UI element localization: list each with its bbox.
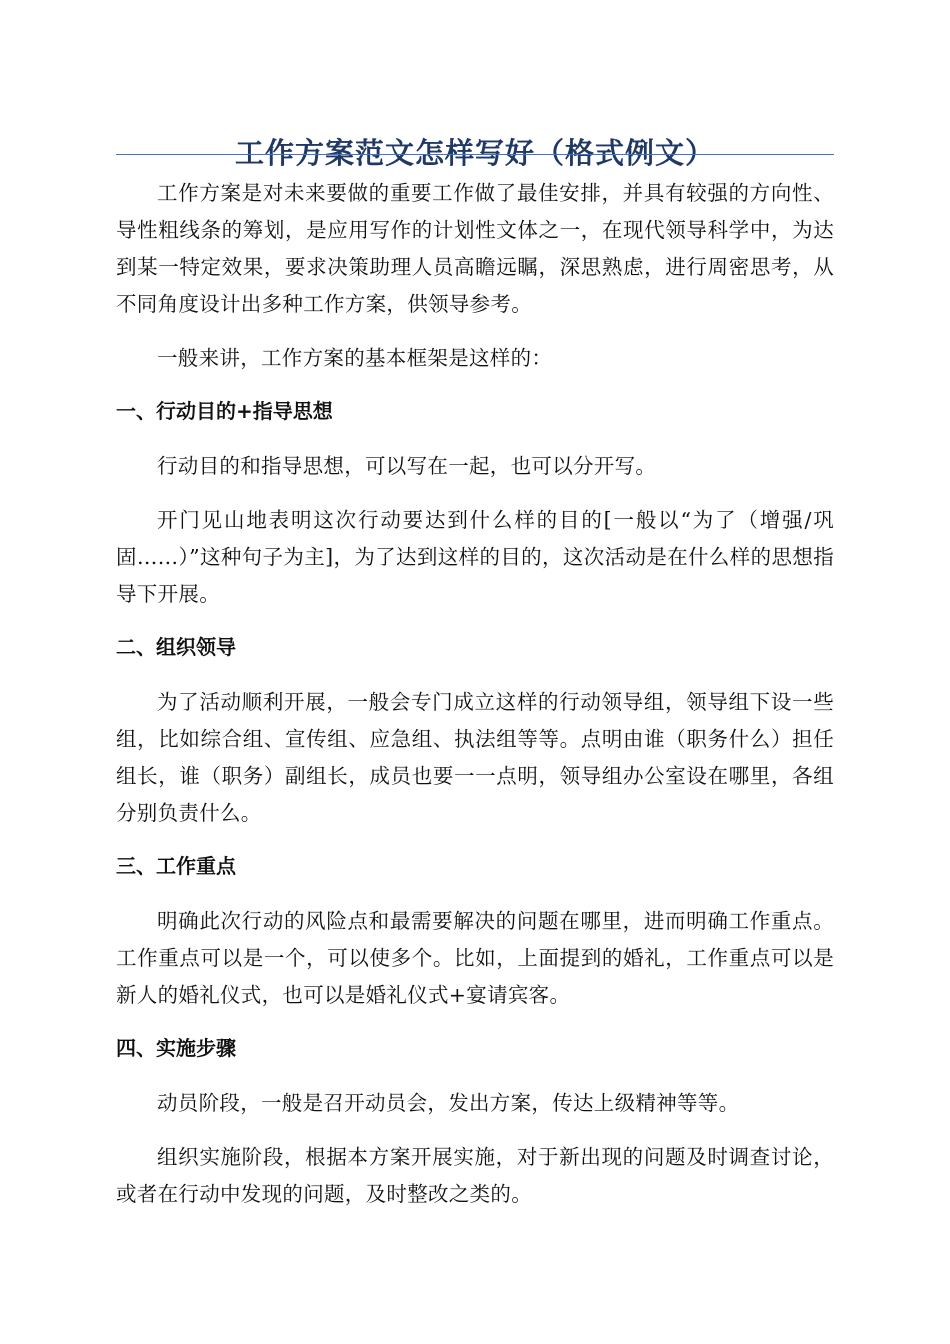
section-paragraph: 组织实施阶段，根据本方案开展实施，对于新出现的问题及时调查讨论，或者在行动中发现的问题，及时整改之类的。: [116, 1145, 834, 1206]
section-paragraph: 行动目的和指导思想，可以写在一起，也可以分开写。: [157, 454, 657, 478]
section-heading: 三、工作重点: [116, 854, 236, 878]
section-paragraph: 动员阶段，一般是召开动员会，发出方案，传达上级精神等等。: [157, 1091, 740, 1115]
section-heading: 一、行动目的+指导思想: [116, 399, 333, 423]
section-heading: 四、实施步骤: [116, 1036, 236, 1060]
title-underline: [116, 154, 834, 155]
document-body: [116, 175, 834, 1230]
intro-paragraph: 一般来讲，工作方案的基本框架是这样的：: [157, 346, 553, 370]
section-heading: 二、组织领导: [116, 635, 236, 659]
section-paragraph: 明确此次行动的风险点和最需要解决的问题在哪里，进而明确工作重点。工作重点可以是一个，可以使多个。比如，上面提到的婚礼，工作重点可以是新人的婚礼仪式，也可以是婚礼仪式+宴请宾客。: [116, 909, 834, 1007]
intro-paragraph: 工作方案是对未来要做的重要工作做了最佳安排，并具有较强的方向性、导性粗线条的筹划，是应用写作的计划性文体之一，在现代领导科学中，为达到某一特定效果，要求决策助理人员高瞻远瞩，深思熟虑，进行周密思考，从不同角度设计出多种工作方案，供领导参考。: [116, 181, 834, 316]
document-title: 工作方案范文怎样写好（格式例文）: [234, 136, 715, 171]
section-paragraph: 开门见山地表明这次行动要达到什么样的目的[一般以“为了（增强/巩固……）”这种句子为主]，为了达到这样的目的，这次活动是在什么样的思想指导下开展。: [116, 508, 834, 606]
section-paragraph: 为了活动顺利开展，一般会专门成立这样的行动领导组，领导组下设一些组，比如综合组、宣传组、应急组、执法组等等。点明由谁（职务什么）担任组长，谁（职务）副组长，成员也要一一点明，领导组办公室设在哪里，各组分别负责什么。: [116, 690, 834, 825]
